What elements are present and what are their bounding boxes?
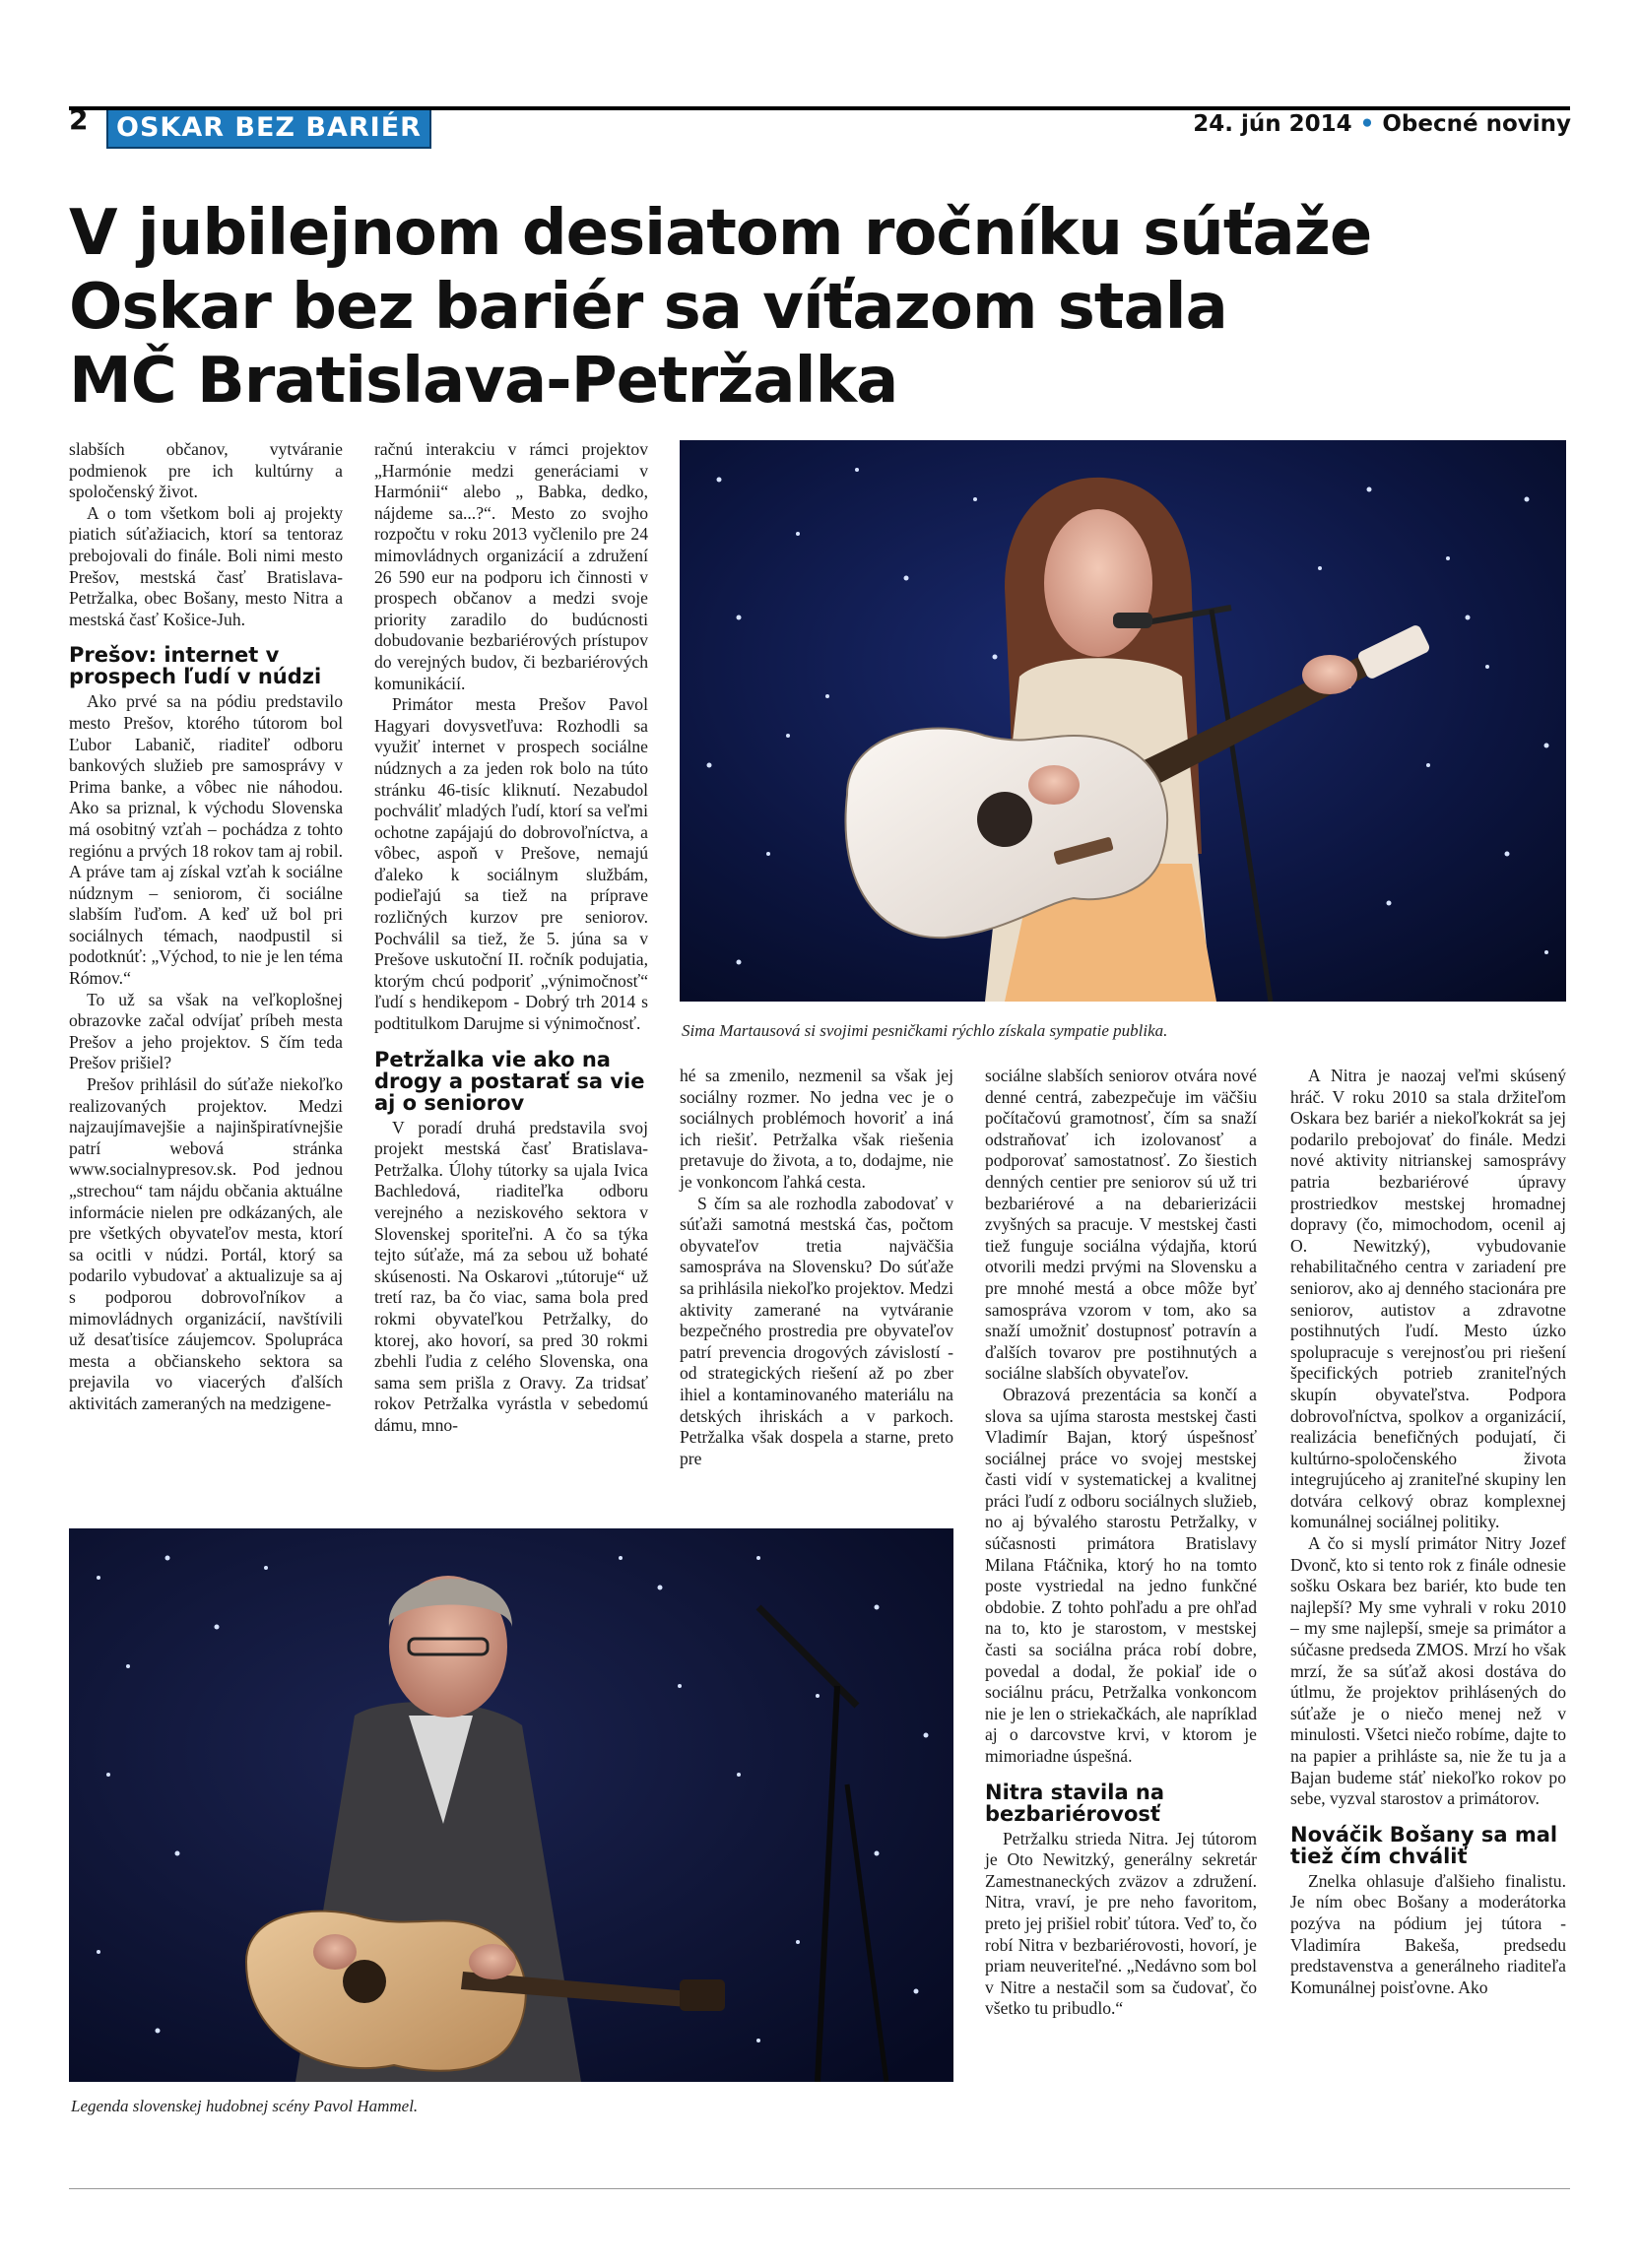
paragraph: Prešov prihlásil do súťaže niekoľko realizovaných projektov. Medzi najzaujímavejšie a najinšpiratívnejšie patrí webová stránka www.socialnypresov.sk. Pod jednou „strechou“ tam nájdu občania aktuálne informácie nielen pre odkázaných, ale pre všetkých obyvateľov mesta, ktorí sa ocitli v núdzi. Portál, ktorý sa podarilo vybudovať a aktualizuje sa aj s podporou dobrovoľníkov a mimovládnych organizácií, navštívili už desaťtisíce záujemcov. Spolupráca mesta a občianskeho sektora sa prejavila vo viacerých ďalších aktivitách zameraných na medzigene- (69, 1074, 343, 1413)
paragraph: A čo si myslí primátor Nitry Jozef Dvonč, kto si tento rok z finále odnesie sošku Oskara bez bariér, kto bude ten najlepší? My sme vyhrali v roku 2010 – my sme najlepší, smeje sa primátor a súčasne predseda ZMOS. Mrzí ho však mrzí, že sa súťaž akosi dostáva do útlmu, že projektov prihlásených do súťaže je o niečo menej než v minulosti. Všetci niečo robíme, dajte to na papier a prihláste sa, nie že tu ja a Bajan budeme stáť niekoľko rokov po sebe, vyzval starostov a primátorov. (1290, 1533, 1566, 1809)
headline-line-2: Oskar bez bariér sa víťazom stala (69, 271, 1227, 344)
article-column-4 (985, 1066, 1257, 2159)
paragraph: To už sa však na veľkoplošnej obrazovke začal odvíjať príbeh mesta Prešov a jeho projektov. S čím teda Prešov prišiel? (69, 989, 343, 1073)
issue-date: 24. jún 2014 (1193, 111, 1352, 137)
article-column-5 (1290, 1066, 1566, 2159)
headline-line-1: V jubilejnom desiatom ročníku súťaže (69, 197, 1372, 270)
headline (69, 197, 1566, 419)
photo-pavol-hammel (69, 1528, 953, 2082)
paragraph: V poradí druhá predstavila svoj projekt mestská časť Bratislava-Petržalka. Úlohy tútorky sa ujala Ivica Bachledová, riaditeľka odboru verejného a neziskového sektora v Slovenskej sporiteľni. A čo sa týka tejto súťaže, má za sebou už bohaté skúsenosti. Na Oskarovi „tútoruje“ už tretí raz, ba čo viac, sama bola pred rokmi obyvateľkou Petržalky, do ktorej, ako hovorí, sa pred 30 rokmi zbehli ľudia z celého Slovenska, ona sama sem prišla z Oravy. Za tridsať rokov Petržalka vyrástla v sebedomú dámu, mno- (374, 1117, 648, 1435)
article-column-2 (374, 439, 648, 1513)
publication-name: Obecné noviny (1382, 111, 1571, 137)
caption-photo-1: Sima Martausová si svojimi pesničkami rýchlo získala sympatie publika. (682, 1021, 1168, 1040)
dateline (1193, 110, 1571, 138)
paragraph: Znelka ohlasuje ďalšieho finalistu. Je ním obec Bošany a moderátorka pozýva na pódium jej tútora - Vladimíra Bakeša, predsedu predstavenstva a generálneho riaditeľa Komunálnej poisťovne. Ako (1290, 1870, 1566, 1997)
section-title: OSKAR BEZ BARIÉR (106, 107, 431, 149)
separator-dot: • (1359, 111, 1375, 137)
article-column-3 (680, 1066, 953, 1519)
paragraph: A o tom všetkom boli aj projekty piatich súťažiacich, ktorí sa tentoraz prebojovali do finále. Boli nimi mesto Prešov, mestská časť Bratislava-Petržalka, obec Bošany, mesto Nitra a mestská časť Košice-Juh. (69, 502, 343, 629)
paragraph: S čím sa ale rozhodla zabodovať v súťaži samotná mestská čas, počtom obyvateľov tretia najväčšia samospráva na Slovensku? Do súťaže sa prihlásila niekoľko projektov. Medzi aktivity zamerané na vytváranie bezpečného prostredia pre obyvateľov patrí prevencia drogových závislostí - od strategických riešení až po zber ihiel a kontaminovaného materiálu na detských ihriskách a v parkoch. Petržalka však dospela a starne, preto pre (680, 1193, 953, 1468)
caption-photo-2: Legenda slovenskej hudobnej scény Pavol Hammel. (71, 2097, 419, 2115)
article-column-1 (69, 439, 343, 1513)
subheading-presov: Prešov: internet v prospech ľudí v núdzi (69, 643, 322, 689)
paragraph: Ako prvé sa na pódiu predstavilo mesto Prešov, ktorého tútorom bol Ľubor Labanič, riaditeľ odboru bankových služieb pre samosprávy v Prima banke, a vôbec nie náhodou. Ako sa priznal, k východu Slovenska má osobitný vzťah – pochádza z tohto regiónu a prvých 18 rokov tam aj robil. A práve tam aj získal vzťah k sociálne núdznym – seniorom, či sociálne slabším ľuďom. A keď už bol pri sociálnych témach, naodpustil si podotknúť: „Východ, to nie je len téma Rómov.“ (69, 691, 343, 989)
headline-line-3: MČ Bratislava-Petržalka (69, 345, 898, 418)
subheading-petrzalka: Petržalka vie ako na drogy a postarať sa vie aj o seniorov (374, 1047, 645, 1115)
paragraph: hé sa zmenilo, nezmenil sa však jej sociálny rozmer. No jedna vec je o sociálnych problémoch hovoriť a iná ich riešiť. Petržalka však riešenia pretavuje do života, a to, dodajme, nie je vonkoncom ľahká cesta. (680, 1066, 953, 1192)
paragraph: Obrazová prezentácia sa končí a slova sa ujíma starosta mestskej časti Vladimír Bajan, ktorý úspešnosť sociálnej práce vo svojej mestskej časti vidí v systematickej a kvalitnej práci ľudí z odboru sociálnych služieb, no aj bývalého starostu Petržalky, v súčasnosti primátora Bratislavy Milana Ftáčnika, ktorý ho na tomto poste vystriedal na jedno funkčné obdobie. Z tohto pohľadu a pre ohľad na to, kto je starostom, v mestskej časti sa sociálna práca robí dobre, povedal a dodal, že pokiaľ ide o sociálnu prácu, Petržalka vonkoncom nie je len o striekačkách, ale napríklad aj o darcovstve krvi, v ktorom je mimoriadne úspešná. (985, 1384, 1257, 1766)
guitarist-on-stage-image (69, 1528, 953, 2082)
subheading-nitra: Nitra stavila na bezbariérovosť (985, 1780, 1165, 1826)
paragraph: Primátor mesta Prešov Pavol Hagyari dovysvetľuva: Rozhodli sa využiť internet v prospech sociálne núdznych a za jeden rok bolo na túto stránku 46-tisíc kliknutí. Nezabudol pochváliť mladých ľudí, ktorí sa veľmi ochotne zapájajú do dobrovoľníctva, a vôbec, aspoň v Prešove, nemajú ďaleko k sociálnym službám, podieľajú sa tiež na príprave rozličných kurzov pre seniorov. Pochválil sa tiež, že 5. júna sa v Prešove uskutoční II. ročník podujatia, ktorým chcú podporiť „výnimočnosť“ ľudí s hendikepom - Dobrý trh 2014 s podtitulkom Darujme si výnimočnosť. (374, 694, 648, 1034)
paragraph: slabších občanov, vytváranie podmienok pre ich kultúrny a spoločenský život. (69, 439, 343, 502)
photo-singer (680, 440, 1566, 1002)
singer-with-guitar-image (680, 440, 1566, 1002)
paragraph: A Nitra je naozaj veľmi skúsený hráč. V roku 2010 sa stala držiteľom Oskara bez bariér a niekoľkokrát sa jej podarilo prebojovať do finále. Medzi nové aktivity nitrianskej samosprávy patria bezbariérové úpravy prostriedkov mestskej hromadnej dopravy (čo, mimochodom, ocenil aj O. Newitzký), vybudovanie rehabilitačného centra v zariadení pre seniorov, ako aj denného stacionára pre seniorov, autistov a zdravotne postihnutých ľudí. Mesto úzko spolupracuje s verejnosťou pri riešení špecifických potrieb zraniteľných skupín obyvateľstva. Podpora dobrovoľníctva, spolkov a organizácií, realizácia benefičných podujatí, či kultúrno-spoločenského života integrujúceho aj zraniteľné skupiny len dotvára celkový obraz komplexnej komunálnej sociálnej politiky. (1290, 1066, 1566, 1532)
footer-rule (69, 2188, 1570, 2189)
header-rule (69, 106, 1570, 110)
paragraph: Petržalku strieda Nitra. Jej tútorom je Oto Newitzký, generálny sekretár Zamestnaneckých zväzov a združení. Nitra, vraví, je pre neho favoritom, preto jej prišiel robiť tútora. Veď to, čo robí Nitra v bezbariérovosti, hovorí, je priam neuveriteľné. „Nedávno som bol v Nitre a nestačil som sa čudovať, čo všetko tu pribudlo.“ (985, 1828, 1257, 2019)
paragraph: račnú interakciu v rámci projektov „Harmónie medzi generáciami v Harmónii“ alebo „ Babka, dedko, nájdeme sa...?“. Mesto zo svojho rozpočtu v roku 2013 vyčlenilo pre 24 mimovládnych organizácií a združení 26 590 eur na podporu ich činnosti v prospech občanov a medzi svoje priority zaradilo do budúcnosti dobudovanie bezbariérových prístupov do verejných budov, či bezbariérových komunikácií. (374, 439, 648, 693)
page-number: 2 (69, 103, 89, 136)
paragraph: sociálne slabších seniorov otvára nové denné centrá, zabezpečuje im väčšiu počítačovú gramotnosť, čím sa snaží odstraňovať ich izolovanosť a podporovať samostatnosť. Zo šiestich denných centier pre seniorov sú už tri bezbariérové a na debarierizácii zvyšných sa pracuje. V mestskej časti tiež funguje sociálna výdajňa, ktorú otvorili medzi prvými na Slovensku a pre mnohé mestá a obce môže byť samospráva vzorom v tom, ako sa snaží umožniť dostupnosť potravín a ďalších tovarov pre postihnutých a sociálne slabších obyvateľov. (985, 1066, 1257, 1384)
subheading-bosany: Nováčik Bošany sa mal tiež čím chváliť (1290, 1822, 1558, 1868)
